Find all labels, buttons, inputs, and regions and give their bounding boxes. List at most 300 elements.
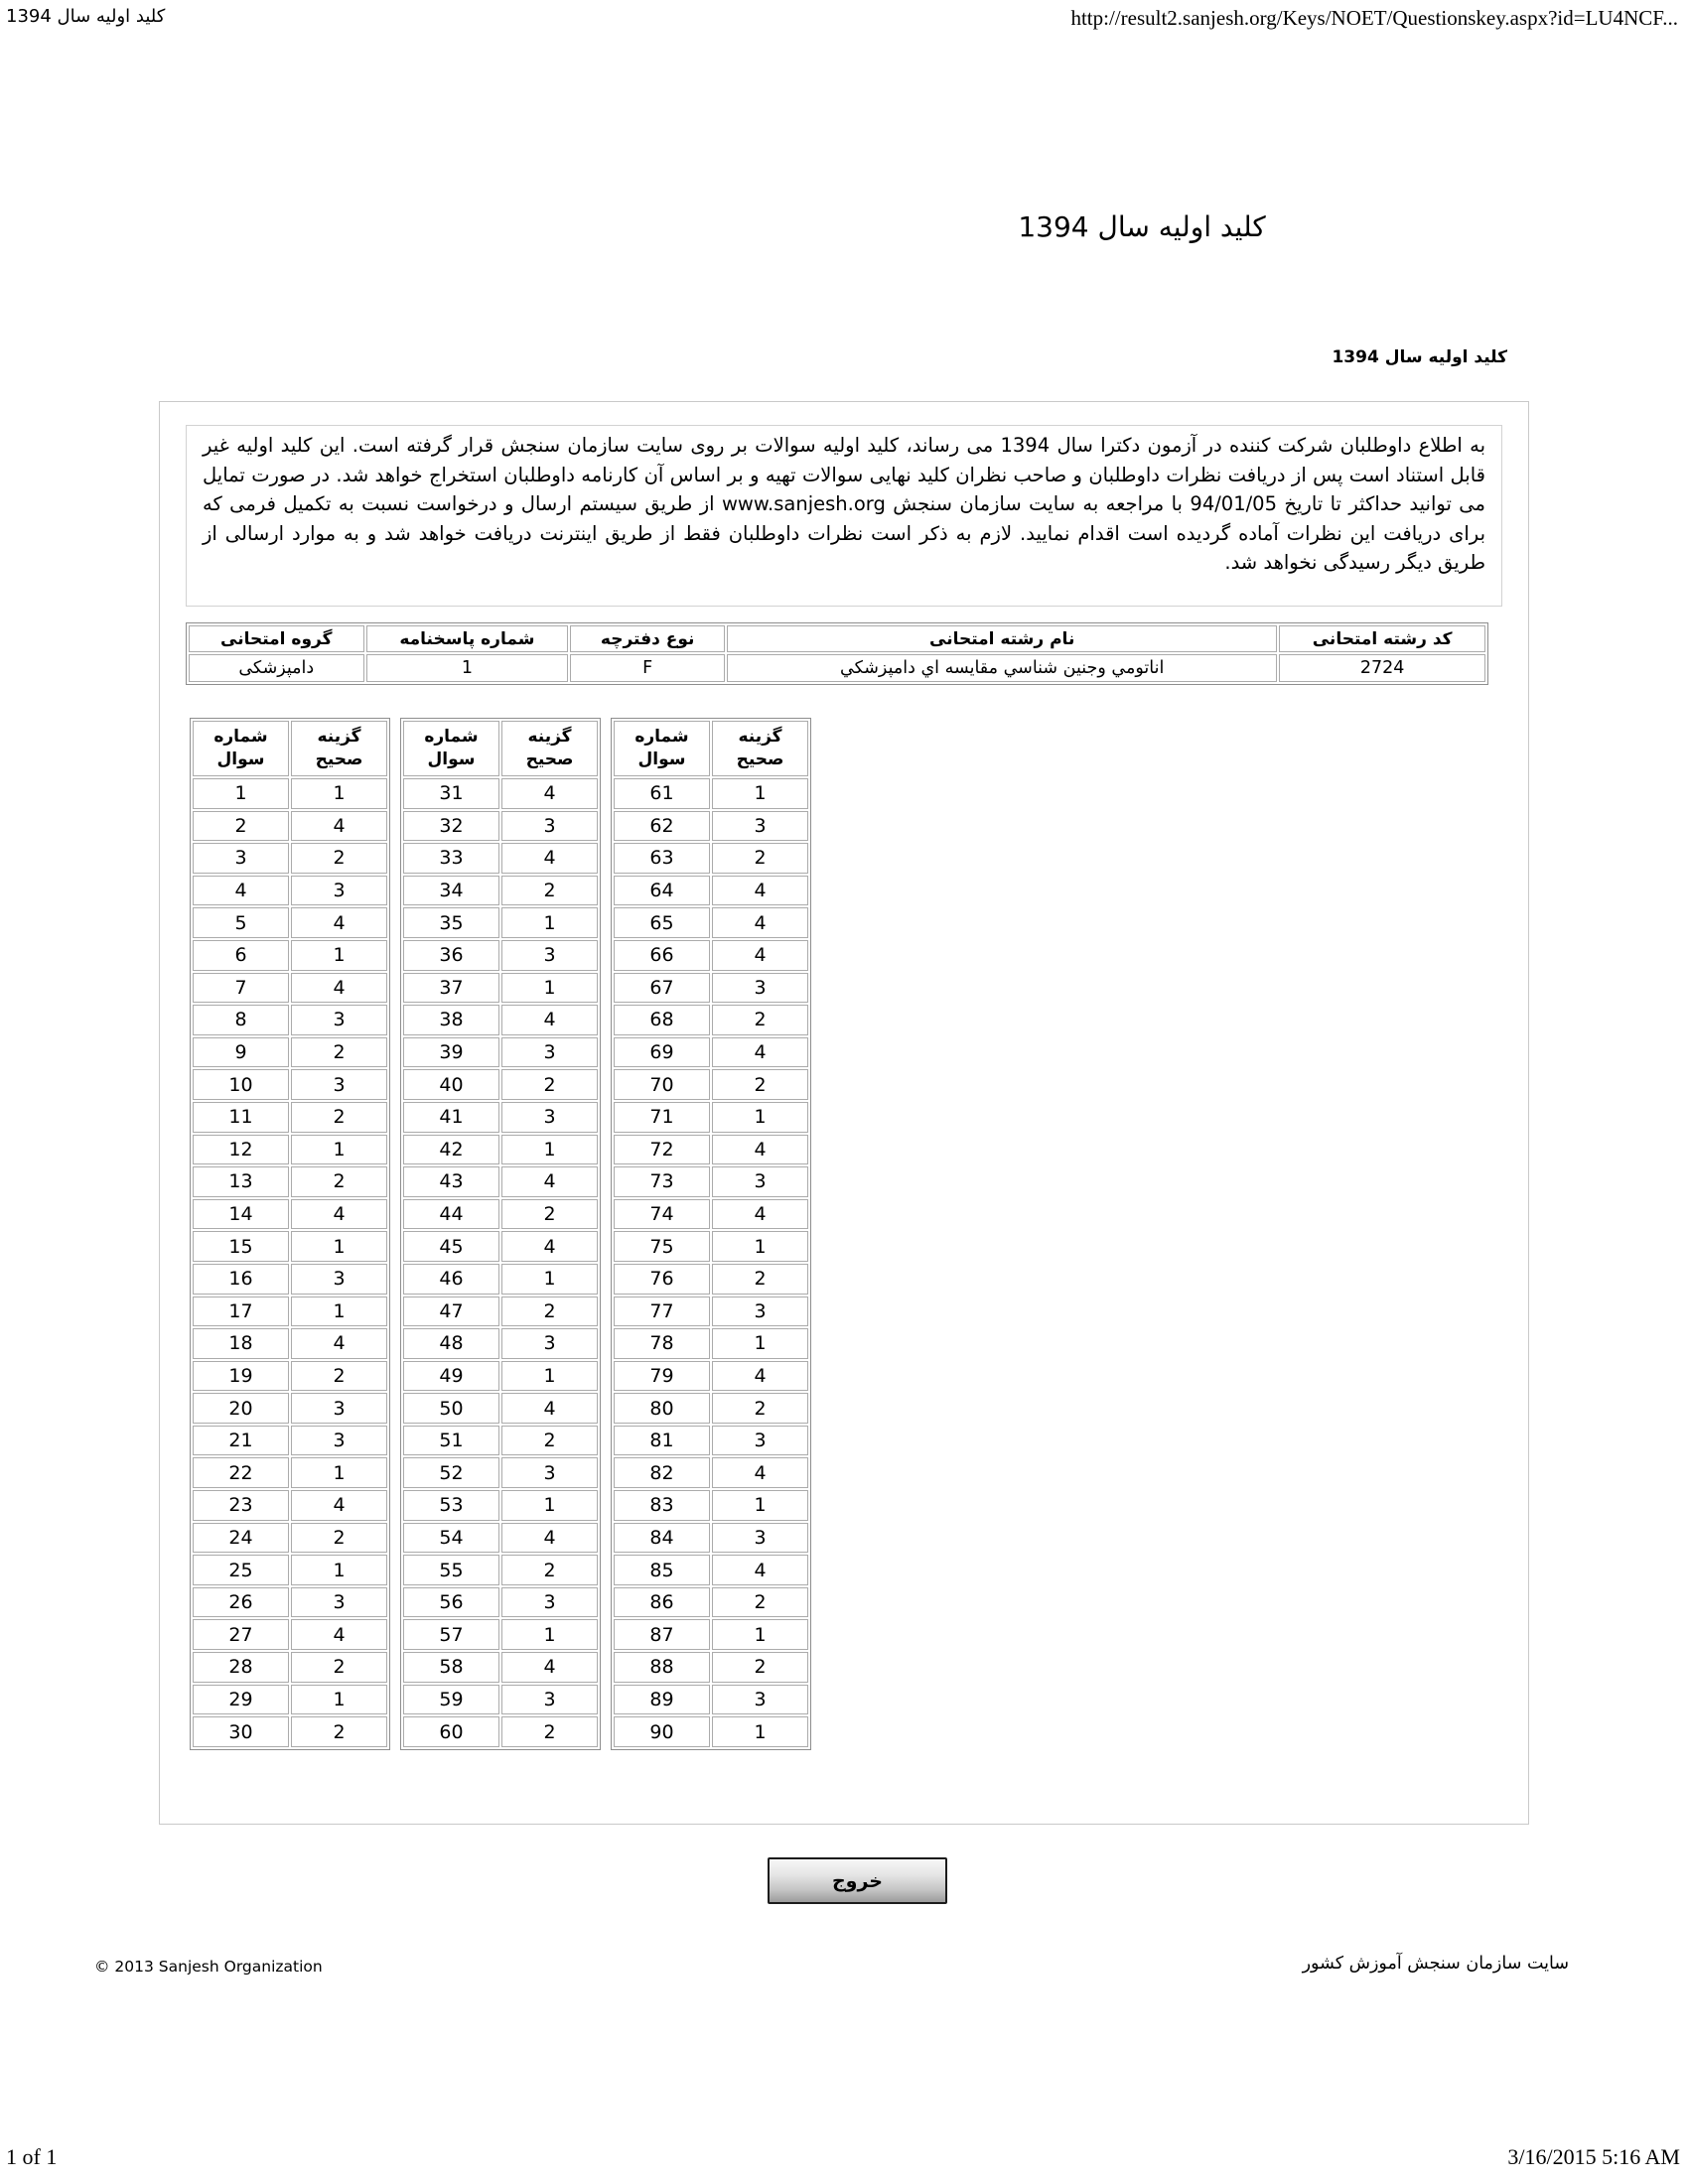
course-name-cell: اناتومي وجنين شناسي مقايسه اي دامپزشكي: [727, 654, 1277, 682]
answer-row: [403, 1490, 598, 1521]
answer-row: [403, 876, 598, 906]
answer-row: [614, 1135, 808, 1165]
exit-button[interactable]: خروج: [768, 1857, 947, 1904]
correct-option-cell: 3: [712, 973, 808, 1004]
answer-row: [614, 907, 808, 938]
answer-row: [614, 1297, 808, 1327]
question-number-cell: 5: [193, 907, 289, 938]
correct-option-cell: 2: [501, 1555, 598, 1585]
question-number-cell: 54: [403, 1523, 499, 1554]
correct-option-cell: 2: [291, 1102, 387, 1133]
question-number-cell: 90: [614, 1716, 710, 1747]
question-number-cell: 37: [403, 973, 499, 1004]
print-timestamp: 3/16/2015 5:16 AM: [1507, 2144, 1680, 2169]
question-number-cell: 65: [614, 907, 710, 938]
question-number-cell: 3: [193, 843, 289, 874]
question-number-cell: 72: [614, 1135, 710, 1165]
answer-key-table: [611, 718, 811, 1750]
answer-row: [193, 1199, 387, 1230]
answer-sheet-number-header: شماره پاسخنامه: [366, 625, 569, 652]
question-number-cell: 6: [193, 940, 289, 971]
question-number-cell: 27: [193, 1619, 289, 1650]
correct-option-cell: 3: [712, 1685, 808, 1715]
answer-key-table: [400, 718, 601, 1750]
correct-option-cell: 3: [501, 1037, 598, 1068]
answer-row: [614, 1490, 808, 1521]
answer-row: [614, 1426, 808, 1456]
correct-option-cell: 1: [291, 1555, 387, 1585]
correct-option-cell: 4: [712, 1037, 808, 1068]
answer-row: [614, 1457, 808, 1488]
answer-row: [193, 1135, 387, 1165]
correct-option-cell: 3: [291, 1587, 387, 1618]
answer-row: [403, 1361, 598, 1392]
answer-row: [403, 1523, 598, 1554]
correct-option-cell: 3: [712, 1426, 808, 1456]
answer-row: [614, 1037, 808, 1068]
correct-option-cell: 2: [712, 1264, 808, 1295]
page-title: کلید اولیه سال 1394: [1018, 210, 1266, 243]
answer-row: [403, 1135, 598, 1165]
answer-row: [403, 1619, 598, 1650]
question-number-header: شماره سوال: [403, 721, 499, 776]
question-number-cell: 19: [193, 1361, 289, 1392]
correct-option-cell: 1: [291, 1231, 387, 1262]
question-number-cell: 76: [614, 1264, 710, 1295]
correct-option-cell: 2: [712, 1393, 808, 1424]
question-number-cell: 25: [193, 1555, 289, 1585]
answer-row: [403, 1555, 598, 1585]
question-number-cell: 75: [614, 1231, 710, 1262]
correct-option-cell: 3: [291, 1393, 387, 1424]
answer-row: [193, 1555, 387, 1585]
correct-option-cell: 3: [501, 1102, 598, 1133]
question-number-cell: 23: [193, 1490, 289, 1521]
correct-option-cell: 1: [291, 940, 387, 971]
correct-option-cell: 1: [291, 1297, 387, 1327]
correct-option-cell: 4: [712, 1199, 808, 1230]
question-number-cell: 14: [193, 1199, 289, 1230]
question-number-cell: 77: [614, 1297, 710, 1327]
answer-row: [403, 1037, 598, 1068]
correct-option-cell: 1: [712, 1716, 808, 1747]
question-number-cell: 41: [403, 1102, 499, 1133]
correct-option-cell: 3: [501, 940, 598, 971]
question-number-cell: 7: [193, 973, 289, 1004]
answer-row: [614, 1231, 808, 1262]
correct-option-header: گزینه صحیح: [291, 721, 387, 776]
correct-option-cell: 2: [291, 1361, 387, 1392]
correct-option-cell: 3: [501, 1328, 598, 1359]
answer-row: [193, 843, 387, 874]
question-number-cell: 83: [614, 1490, 710, 1521]
correct-option-cell: 4: [501, 1005, 598, 1035]
question-number-cell: 66: [614, 940, 710, 971]
answer-row: [193, 1328, 387, 1359]
correct-option-cell: 2: [712, 1069, 808, 1100]
answer-row: [403, 1069, 598, 1100]
question-number-cell: 68: [614, 1005, 710, 1035]
correct-option-cell: 2: [291, 1652, 387, 1683]
question-number-cell: 8: [193, 1005, 289, 1035]
question-number-cell: 55: [403, 1555, 499, 1585]
answer-row: [614, 1555, 808, 1585]
question-number-cell: 60: [403, 1716, 499, 1747]
answer-row: [193, 876, 387, 906]
question-number-cell: 36: [403, 940, 499, 971]
answer-row: [193, 1393, 387, 1424]
answer-row: [403, 1716, 598, 1747]
answer-row: [403, 1231, 598, 1262]
correct-option-cell: 3: [291, 1069, 387, 1100]
correct-option-cell: 2: [501, 876, 598, 906]
answer-row: [403, 1685, 598, 1715]
question-number-cell: 31: [403, 778, 499, 809]
correct-option-cell: 2: [501, 1069, 598, 1100]
question-number-cell: 88: [614, 1652, 710, 1683]
question-number-cell: 11: [193, 1102, 289, 1133]
answer-row: [193, 1102, 387, 1133]
correct-option-cell: 1: [712, 1102, 808, 1133]
answer-row: [614, 811, 808, 842]
exam-group-header: گروه امتحانی: [189, 625, 364, 652]
answer-key-table: [190, 718, 390, 1750]
answer-row: [403, 1652, 598, 1683]
exam-info-table: [186, 622, 1488, 685]
section-heading: کلید اولیه سال 1394: [1332, 347, 1507, 367]
answer-row: [193, 1005, 387, 1035]
booklet-type-header: نوع دفترچه: [570, 625, 725, 652]
correct-option-cell: 2: [291, 843, 387, 874]
answer-row: [614, 876, 808, 906]
answer-row: [403, 1297, 598, 1327]
answer-row: [614, 1005, 808, 1035]
correct-option-cell: 4: [291, 1619, 387, 1650]
question-number-cell: 69: [614, 1037, 710, 1068]
answer-row: [614, 1264, 808, 1295]
question-number-cell: 39: [403, 1037, 499, 1068]
answer-row: [614, 1523, 808, 1554]
answer-row: [403, 811, 598, 842]
answer-row: [403, 1005, 598, 1035]
answer-row: [614, 1587, 808, 1618]
correct-option-cell: 1: [501, 907, 598, 938]
course-code-cell: 2724: [1279, 654, 1485, 682]
answer-row: [403, 1393, 598, 1424]
question-number-cell: 63: [614, 843, 710, 874]
correct-option-cell: 3: [291, 1005, 387, 1035]
answer-row: [193, 1457, 387, 1488]
footer-site-name: سایت سازمان سنجش آموزش کشور: [1302, 1954, 1569, 1974]
answer-row: [193, 1523, 387, 1554]
answer-row: [614, 1069, 808, 1100]
correct-option-cell: 4: [712, 1135, 808, 1165]
correct-option-cell: 4: [501, 1231, 598, 1262]
correct-option-cell: 4: [712, 907, 808, 938]
answer-row: [193, 940, 387, 971]
question-number-cell: 50: [403, 1393, 499, 1424]
correct-option-cell: 1: [501, 1361, 598, 1392]
correct-option-cell: 4: [291, 1328, 387, 1359]
answer-row: [193, 1231, 387, 1262]
answer-row: [614, 1716, 808, 1747]
answer-row: [193, 1587, 387, 1618]
exam-group-cell: دامپزشکی: [189, 654, 364, 682]
question-number-cell: 4: [193, 876, 289, 906]
answer-row: [403, 907, 598, 938]
question-number-cell: 30: [193, 1716, 289, 1747]
question-number-cell: 43: [403, 1166, 499, 1197]
correct-option-cell: 4: [501, 1523, 598, 1554]
question-number-cell: 58: [403, 1652, 499, 1683]
question-number-cell: 49: [403, 1361, 499, 1392]
correct-option-cell: 2: [501, 1426, 598, 1456]
correct-option-cell: 1: [712, 1490, 808, 1521]
answer-key-tables: [190, 718, 811, 1750]
question-number-cell: 21: [193, 1426, 289, 1456]
question-number-cell: 64: [614, 876, 710, 906]
correct-option-cell: 3: [712, 1297, 808, 1327]
answer-row: [403, 940, 598, 971]
question-number-cell: 52: [403, 1457, 499, 1488]
question-number-cell: 44: [403, 1199, 499, 1230]
question-number-cell: 78: [614, 1328, 710, 1359]
answer-row: [614, 1199, 808, 1230]
question-number-cell: 24: [193, 1523, 289, 1554]
correct-option-cell: 1: [712, 1328, 808, 1359]
answer-row: [403, 1328, 598, 1359]
correct-option-cell: 2: [501, 1716, 598, 1747]
question-number-cell: 70: [614, 1069, 710, 1100]
print-header-document-title: کلید اولیه سال 1394: [6, 6, 166, 27]
question-number-cell: 61: [614, 778, 710, 809]
answer-sheet-number-cell: 1: [366, 654, 569, 682]
correct-option-cell: 2: [291, 1166, 387, 1197]
question-number-cell: 38: [403, 1005, 499, 1035]
correct-option-cell: 3: [291, 876, 387, 906]
question-number-cell: 10: [193, 1069, 289, 1100]
answer-row: [614, 1652, 808, 1683]
correct-option-cell: 2: [712, 1005, 808, 1035]
answer-row: [614, 1166, 808, 1197]
answer-row: [193, 1716, 387, 1747]
correct-option-cell: 3: [712, 1523, 808, 1554]
question-number-cell: 26: [193, 1587, 289, 1618]
answer-key-header-row: [193, 721, 387, 776]
question-number-cell: 73: [614, 1166, 710, 1197]
question-number-cell: 46: [403, 1264, 499, 1295]
correct-option-cell: 2: [712, 1652, 808, 1683]
question-number-cell: 67: [614, 973, 710, 1004]
correct-option-cell: 1: [501, 1264, 598, 1295]
question-number-cell: 87: [614, 1619, 710, 1650]
question-number-cell: 84: [614, 1523, 710, 1554]
question-number-cell: 40: [403, 1069, 499, 1100]
question-number-cell: 74: [614, 1199, 710, 1230]
correct-option-cell: 3: [712, 1166, 808, 1197]
answer-key-header-row: [614, 721, 808, 776]
correct-option-cell: 2: [501, 1199, 598, 1230]
correct-option-cell: 1: [291, 1135, 387, 1165]
answer-row: [614, 1393, 808, 1424]
question-number-header: شماره سوال: [193, 721, 289, 776]
answer-row: [614, 843, 808, 874]
correct-option-cell: 3: [501, 1685, 598, 1715]
question-number-cell: 56: [403, 1587, 499, 1618]
question-number-cell: 22: [193, 1457, 289, 1488]
print-header: [6, 6, 1678, 31]
answer-row: [193, 973, 387, 1004]
correct-option-cell: 4: [291, 1490, 387, 1521]
correct-option-cell: 4: [501, 778, 598, 809]
question-number-cell: 33: [403, 843, 499, 874]
correct-option-cell: 4: [712, 1555, 808, 1585]
correct-option-cell: 4: [712, 1361, 808, 1392]
answer-row: [193, 1685, 387, 1715]
answer-row: [403, 1457, 598, 1488]
correct-option-cell: 1: [712, 1231, 808, 1262]
question-number-cell: 51: [403, 1426, 499, 1456]
correct-option-cell: 1: [712, 1619, 808, 1650]
question-number-cell: 28: [193, 1652, 289, 1683]
answer-key-header-row: [403, 721, 598, 776]
course-name-header: نام رشته امتحانی: [727, 625, 1277, 652]
answer-row: [403, 973, 598, 1004]
answer-row: [193, 907, 387, 938]
correct-option-cell: 4: [712, 876, 808, 906]
correct-option-cell: 2: [291, 1716, 387, 1747]
answer-row: [403, 843, 598, 874]
answer-row: [193, 1652, 387, 1683]
question-number-cell: 2: [193, 811, 289, 842]
question-number-cell: 59: [403, 1685, 499, 1715]
question-number-cell: 89: [614, 1685, 710, 1715]
content-panel: [159, 401, 1529, 1825]
correct-option-cell: 2: [291, 1037, 387, 1068]
print-footer: [6, 2144, 1680, 2170]
correct-option-cell: 1: [291, 778, 387, 809]
answer-row: [193, 1037, 387, 1068]
question-number-cell: 80: [614, 1393, 710, 1424]
answer-row: [614, 973, 808, 1004]
question-number-cell: 16: [193, 1264, 289, 1295]
course-code-header: کد رشته امتحانی: [1279, 625, 1485, 652]
question-number-cell: 71: [614, 1102, 710, 1133]
question-number-cell: 18: [193, 1328, 289, 1359]
question-number-cell: 13: [193, 1166, 289, 1197]
correct-option-cell: 3: [291, 1264, 387, 1295]
correct-option-cell: 4: [501, 843, 598, 874]
print-header-url: http://result2.sanjesh.org/Keys/NOET/Questionskey.aspx?id=LU4NCF...: [1070, 6, 1678, 30]
answer-row: [403, 778, 598, 809]
answer-row: [614, 1102, 808, 1133]
question-number-cell: 15: [193, 1231, 289, 1262]
question-number-cell: 85: [614, 1555, 710, 1585]
question-number-cell: 12: [193, 1135, 289, 1165]
correct-option-cell: 2: [501, 1297, 598, 1327]
copyright-text: © 2013 Sanjesh Organization: [94, 1958, 323, 1976]
correct-option-cell: 2: [712, 843, 808, 874]
question-number-cell: 42: [403, 1135, 499, 1165]
correct-option-cell: 4: [501, 1652, 598, 1683]
answer-row: [193, 1297, 387, 1327]
answer-row: [193, 1166, 387, 1197]
answer-row: [193, 1361, 387, 1392]
answer-row: [614, 1328, 808, 1359]
correct-option-cell: 3: [501, 811, 598, 842]
answer-row: [193, 811, 387, 842]
question-number-cell: 20: [193, 1393, 289, 1424]
correct-option-cell: 1: [501, 1135, 598, 1165]
correct-option-cell: 1: [501, 1490, 598, 1521]
question-number-cell: 1: [193, 778, 289, 809]
answer-row: [193, 778, 387, 809]
question-number-cell: 17: [193, 1297, 289, 1327]
correct-option-cell: 3: [712, 811, 808, 842]
question-number-cell: 86: [614, 1587, 710, 1618]
answer-row: [403, 1102, 598, 1133]
question-number-cell: 9: [193, 1037, 289, 1068]
question-number-cell: 35: [403, 907, 499, 938]
question-number-cell: 62: [614, 811, 710, 842]
question-number-cell: 32: [403, 811, 499, 842]
answer-row: [614, 940, 808, 971]
answer-row: [403, 1587, 598, 1618]
question-number-cell: 47: [403, 1297, 499, 1327]
answer-row: [403, 1264, 598, 1295]
answer-row: [193, 1426, 387, 1456]
answer-row: [614, 1361, 808, 1392]
question-number-cell: 48: [403, 1328, 499, 1359]
question-number-cell: 57: [403, 1619, 499, 1650]
question-number-header: شماره سوال: [614, 721, 710, 776]
answer-row: [614, 778, 808, 809]
correct-option-cell: 4: [501, 1393, 598, 1424]
answer-row: [403, 1426, 598, 1456]
correct-option-cell: 1: [712, 778, 808, 809]
correct-option-cell: 4: [291, 811, 387, 842]
correct-option-cell: 3: [501, 1457, 598, 1488]
answer-row: [193, 1069, 387, 1100]
exam-info-row: [189, 654, 1485, 682]
answer-row: [403, 1199, 598, 1230]
answer-row: [614, 1619, 808, 1650]
correct-option-cell: 1: [291, 1685, 387, 1715]
question-number-cell: 81: [614, 1426, 710, 1456]
question-number-cell: 79: [614, 1361, 710, 1392]
correct-option-cell: 4: [712, 1457, 808, 1488]
exam-info-header-row: [189, 625, 1485, 652]
correct-option-header: گزینه صحیح: [501, 721, 598, 776]
correct-option-cell: 2: [712, 1587, 808, 1618]
correct-option-cell: 4: [291, 973, 387, 1004]
correct-option-cell: 2: [291, 1523, 387, 1554]
question-number-cell: 53: [403, 1490, 499, 1521]
answer-row: [614, 1685, 808, 1715]
correct-option-cell: 4: [501, 1166, 598, 1197]
notice-text: به اطلاع داوطلبان شرکت کننده در آزمون دکترا سال 1394 می رساند، کلید اولیه سوالات بر روی سایت سازمان سنجش قرار گرفته است. این کلید اولیه غیر قابل استناد است پس از دریافت نظرات داوطلبان و صاحب نظران کلید نهایی سوالات تهیه و بر اساس آن کارنامه داوطلبان استخراج خواهد شد. در صورت تمایل می توانید حداکثر تا تاریخ 94/01/05 با مراجعه به سایت سازمان سنجش www.sanjesh.org از طریق سیستم ارسال و درخواست نسبت به تکمیل فرمی که برای دریافت این نظرات آماده گردیده است اقدام نمایید. لازم به ذکر است نظرات داوطلبان فقط از طریق اینترنت دریافت خواهد شد و به موارد ارسالی از طریق دیگر رسیدگی نخواهد شد.: [186, 425, 1502, 607]
correct-option-cell: 1: [501, 1619, 598, 1650]
question-number-cell: 34: [403, 876, 499, 906]
correct-option-cell: 4: [712, 940, 808, 971]
question-number-cell: 29: [193, 1685, 289, 1715]
question-number-cell: 82: [614, 1457, 710, 1488]
answer-row: [193, 1619, 387, 1650]
correct-option-header: گزینه صحیح: [712, 721, 808, 776]
booklet-type-cell: F: [570, 654, 725, 682]
correct-option-cell: 1: [291, 1457, 387, 1488]
page-number: 1 of 1: [6, 2144, 58, 2169]
